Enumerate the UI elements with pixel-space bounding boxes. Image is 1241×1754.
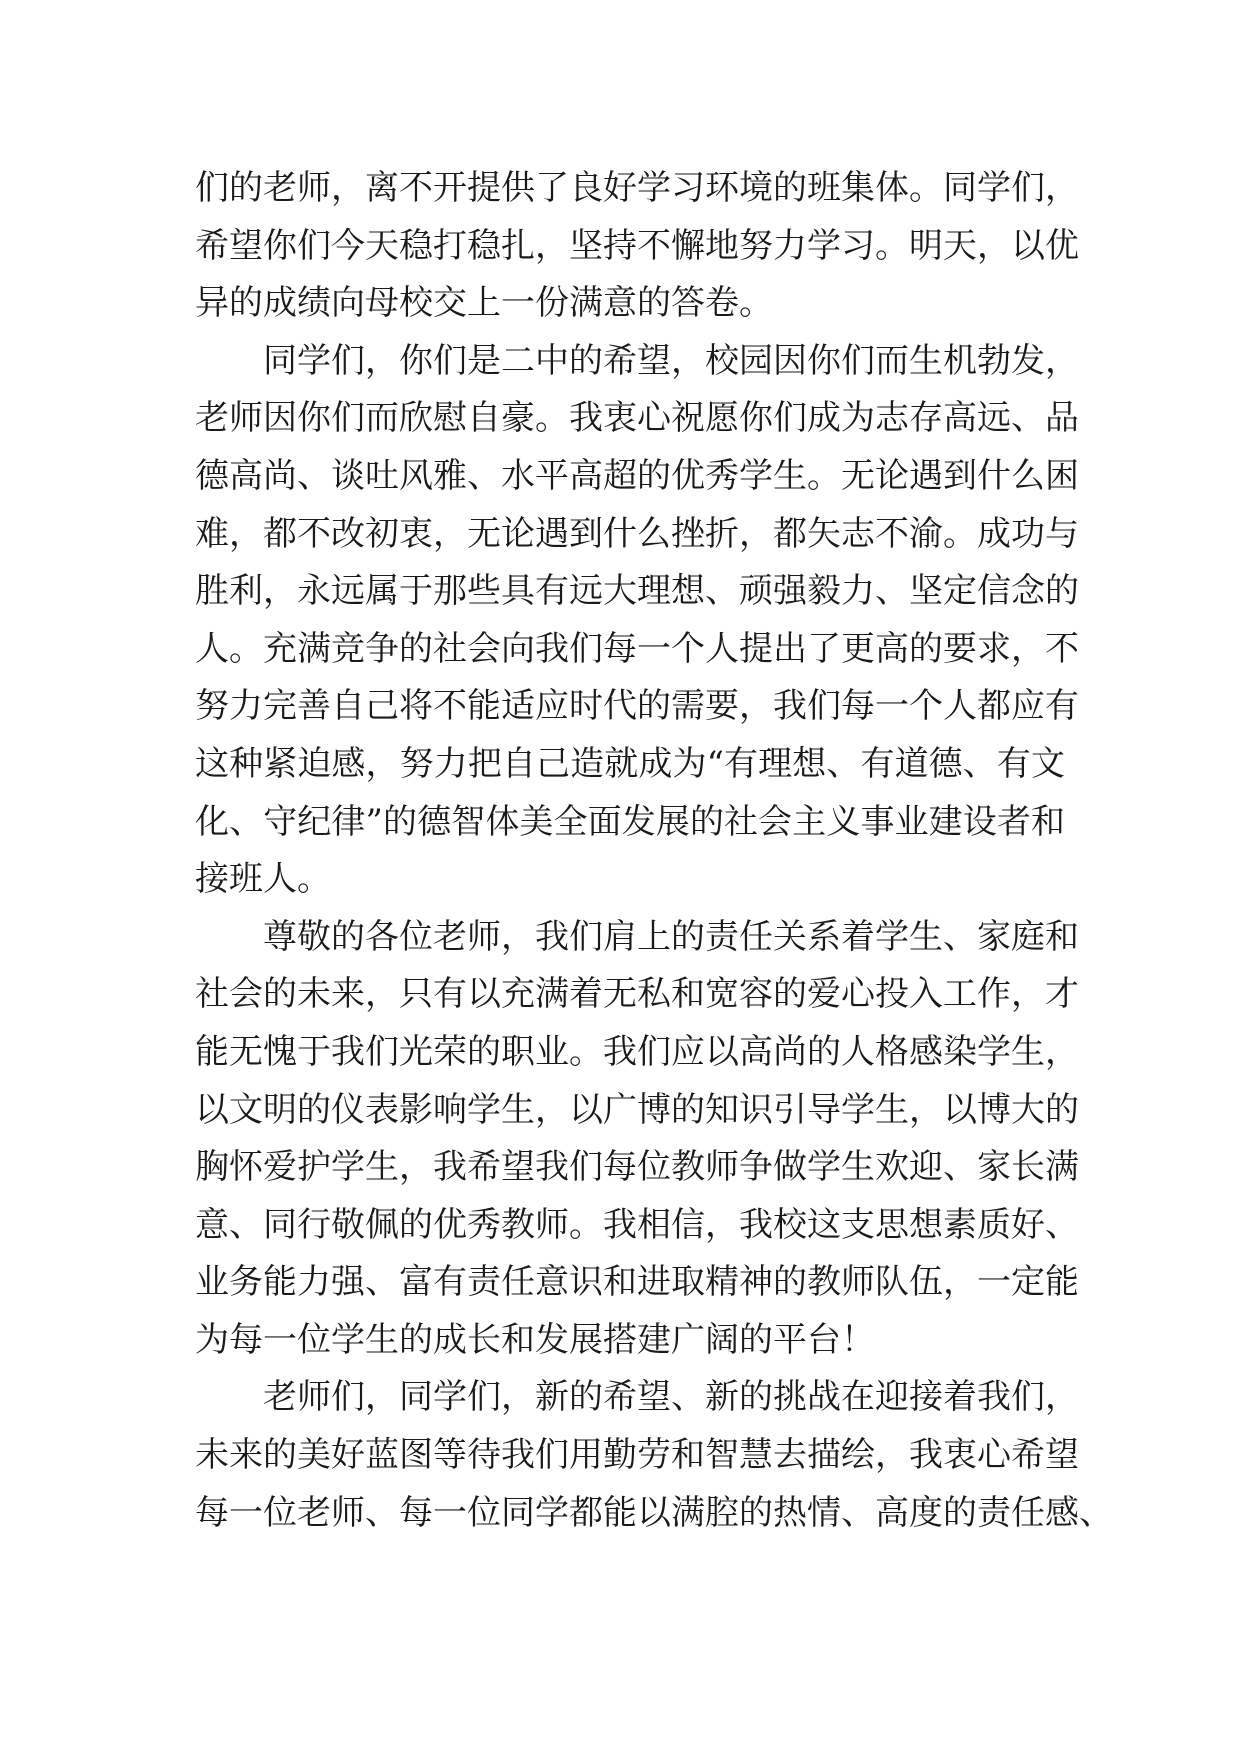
body-text [195,160,1113,1542]
text-line: 努力完善自己将不能适应时代的需要，我们每一个人都应有 [195,686,1079,727]
text-line: 同学们，你们是二中的希望，校园因你们而生机勃发， [263,340,1079,381]
text-line: 接班人。 [195,859,331,900]
paragraph-2 [195,333,1079,909]
text-line: 能无愧于我们光荣的职业。我们应以高尚的人格感染学生， [195,1031,1079,1072]
text-line: 未来的美好蓝图等待我们用勤劳和智慧去描绘，我衷心希望 [195,1435,1079,1476]
text-line: 人。充满竞争的社会向我们每一个人提出了更高的要求，不 [195,628,1079,669]
text-line: 德高尚、谈吐风雅、水平高超的优秀学生。无论遇到什么困 [195,455,1079,496]
text-line: 胸怀爱护学生，我希望我们每位教师争做学生欢迎、家长满 [195,1147,1079,1188]
text-line: 老师因你们而欣慰自豪。我衷心祝愿你们成为志存高远、品 [195,398,1079,439]
text-line: 社会的未来，只有以充满着无私和宽容的爱心投入工作，才 [195,974,1079,1015]
text-line: 尊敬的各位老师，我们肩上的责任关系着学生、家庭和 [263,916,1079,957]
text-line: 意、同行敬佩的优秀教师。我相信，我校这支思想素质好、 [195,1204,1079,1245]
text-line: 为每一位学生的成长和发展搭建广阔的平台！ [195,1319,875,1360]
text-line: 以文明的仪表影响学生，以广博的知识引导学生，以博大的 [195,1089,1079,1130]
text-line: 业务能力强、富有责任意识和进取精神的教师队伍，一定能 [195,1262,1079,1303]
text-line: 化、守纪律”的德智体美全面发展的社会主义事业建设者和 [195,801,1065,842]
paragraph-4 [195,1369,1113,1542]
text-line: 这种紧迫感，努力把自己造就成为“有理想、有道德、有文 [195,743,1065,784]
text-line: 异的成绩向母校交上一份满意的答卷。 [195,283,773,324]
text-line: 老师们，同学们，新的希望、新的挑战在迎接着我们， [263,1377,1079,1418]
text-line: 们的老师，离不开提供了良好学习环境的班集体。同学们， [195,168,1079,208]
paragraph-1 [195,160,1079,333]
text-line: 希望你们今天稳打稳扎，坚持不懈地努力学习。明天，以优 [195,225,1079,266]
paragraph-3 [195,909,1079,1370]
text-line: 难，都不改初衷，无论遇到什么挫折，都矢志不渝。成功与 [195,513,1079,554]
text-line: 每一位老师、每一位同学都能以满腔的热情、高度的责任感、 [195,1492,1113,1533]
text-line: 胜利，永远属于那些具有远大理想、顽强毅力、坚定信念的 [195,571,1079,612]
